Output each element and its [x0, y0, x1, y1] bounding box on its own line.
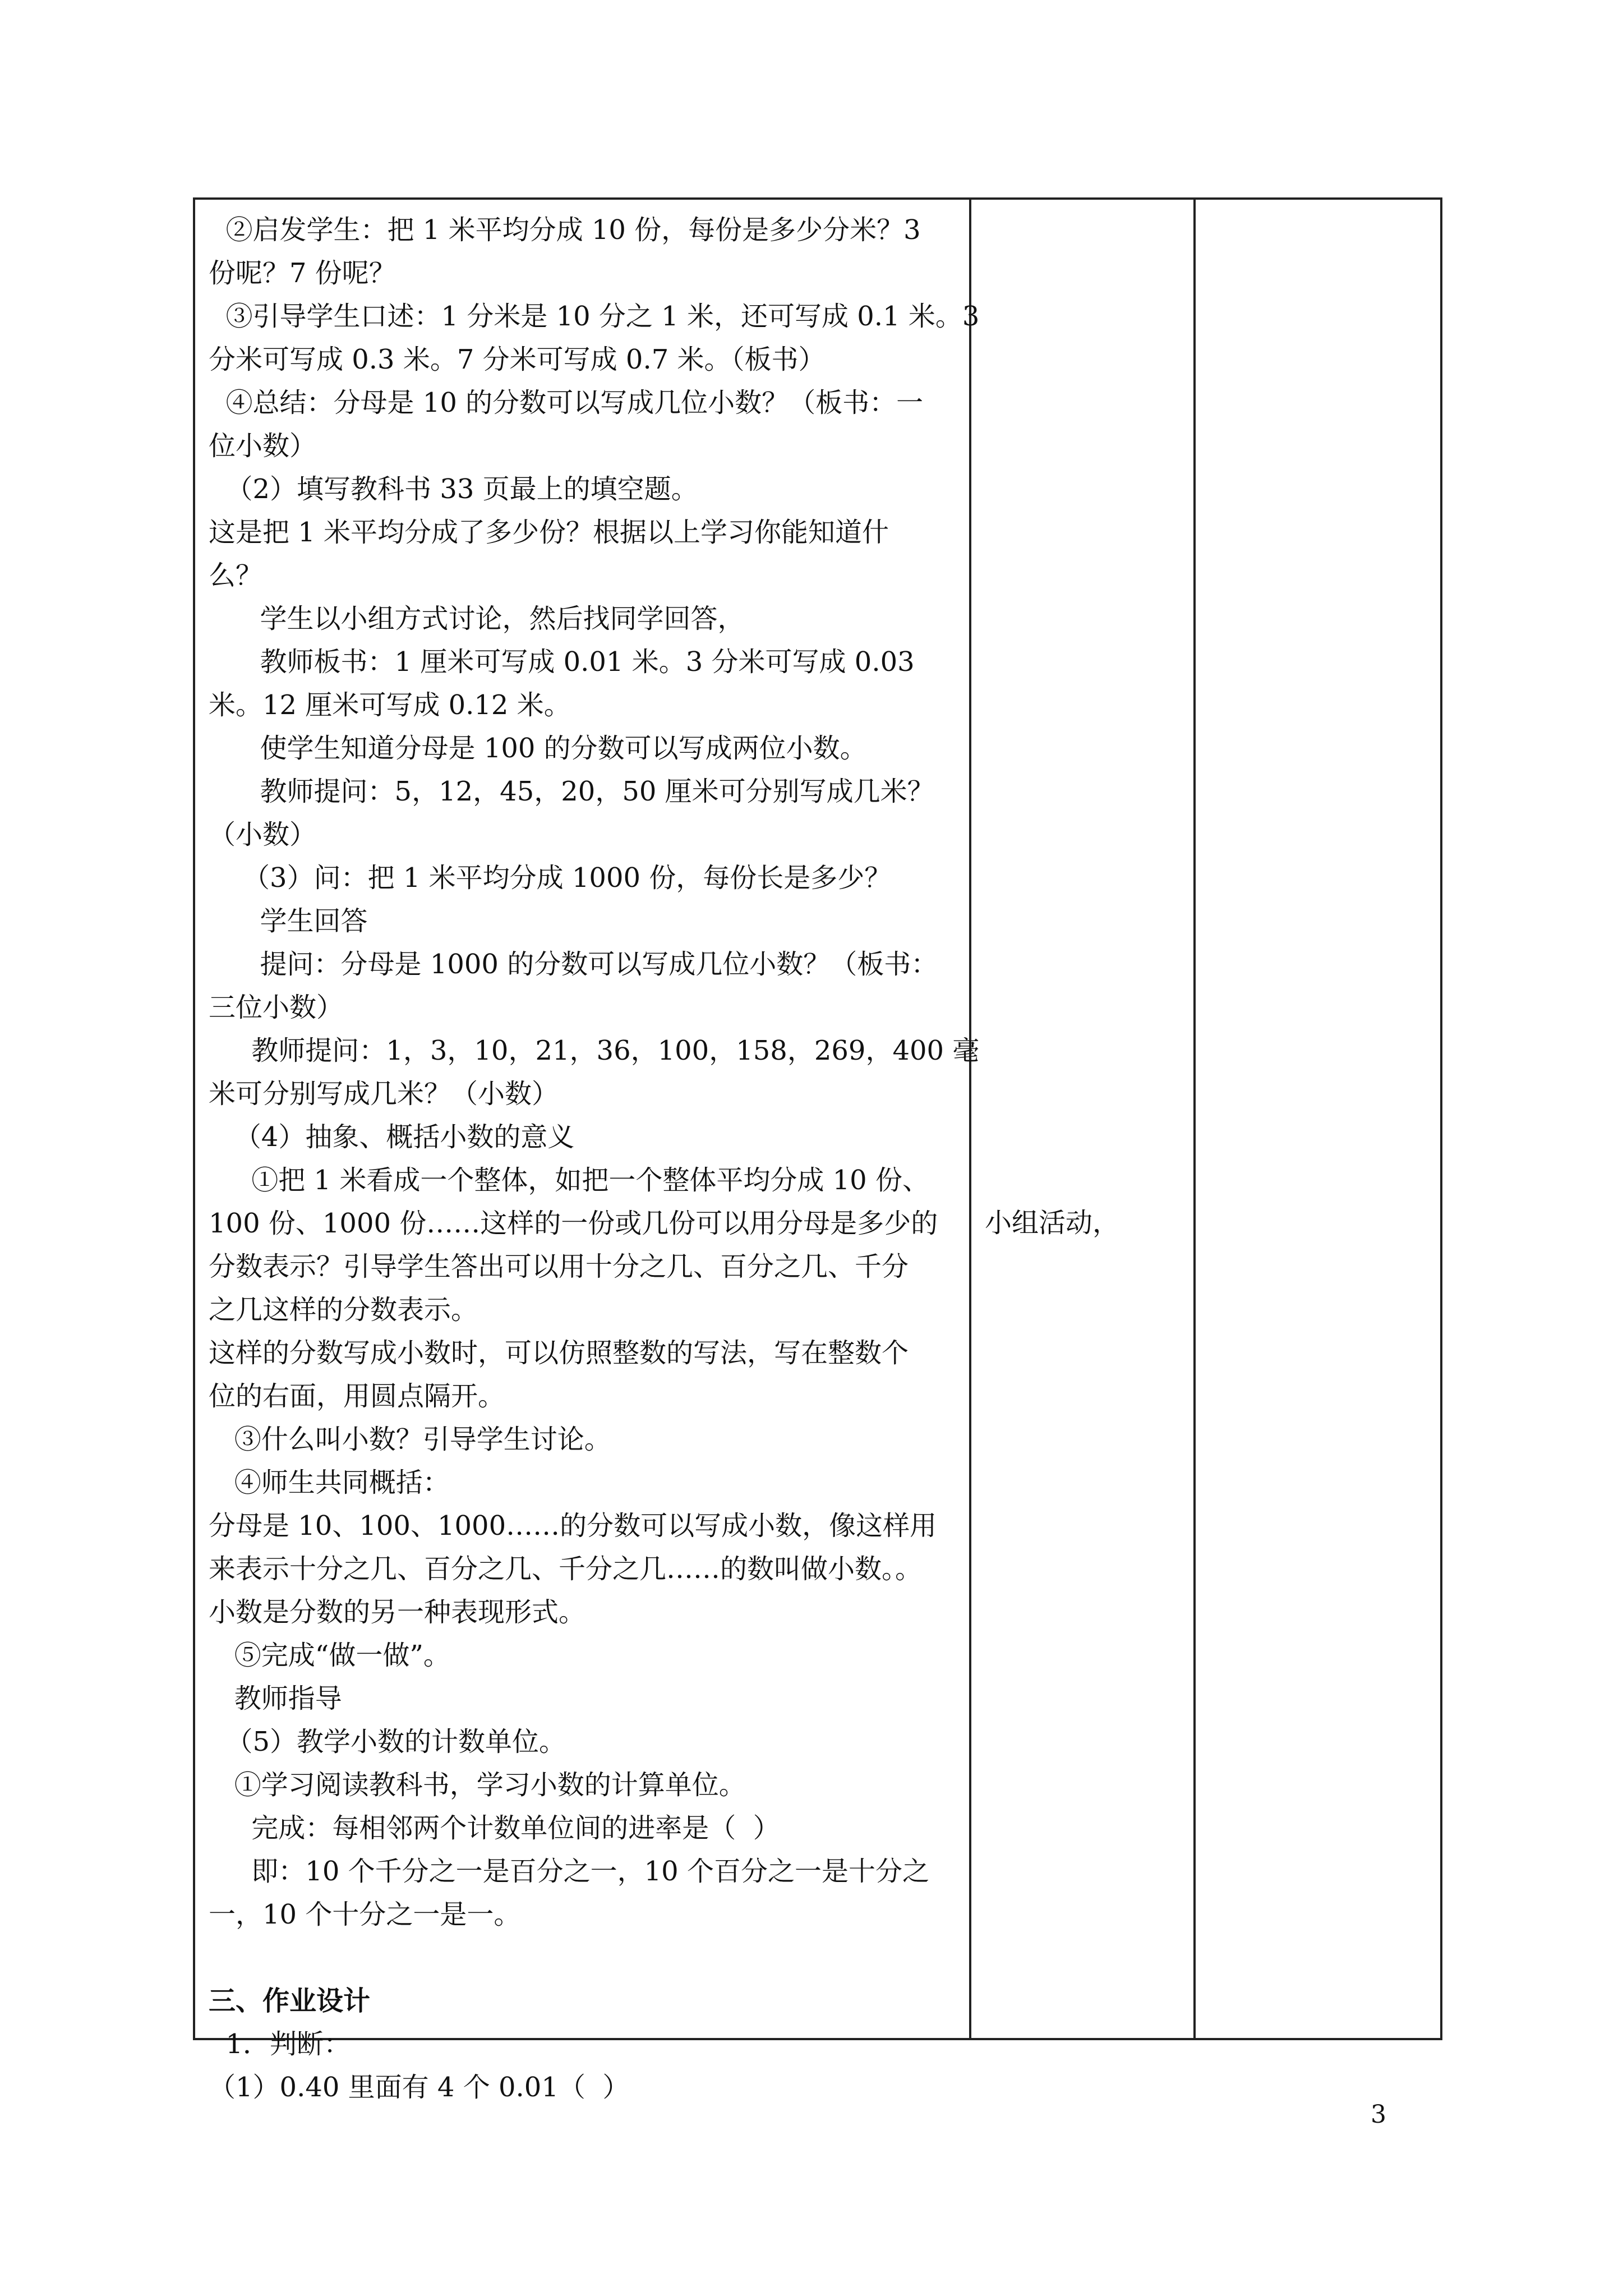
lesson-line: 教师提问：5，12，45，20，50 厘米可分别写成几米？: [209, 776, 934, 807]
lesson-line: （4）抽象、概括小数的意义: [209, 1121, 575, 1153]
lesson-line: 使学生知道分母是 100 的分数可以写成两位小数。: [209, 733, 867, 764]
lesson-line: 小数是分数的另一种表现形式。: [209, 1596, 586, 1628]
lesson-line: 来表示十分之几、百分之几、千分之几……的数叫做小数。。: [209, 1553, 923, 1585]
lesson-line: ③什么叫小数？引导学生讨论。: [209, 1424, 611, 1455]
lesson-line: ①把 1 米看成一个整体，如把一个整体平均分成 10 份、: [209, 1165, 929, 1196]
lesson-line: 即：10 个千分之一是百分之一，10 个百分之一是十分之: [209, 1856, 929, 1887]
lesson-line: 之几这样的分数表示。: [209, 1294, 478, 1326]
lesson-line: （2）填写教科书 33 页最上的填空题。: [209, 473, 698, 505]
lesson-line: （5）教学小数的计数单位。: [209, 1726, 566, 1757]
lesson-line: 三位小数）: [209, 992, 344, 1023]
lesson-line: 分母是 10、100、1000……的分数可以写成小数，像这样用: [209, 1510, 937, 1542]
lesson-table: [193, 197, 1442, 2103]
lesson-line: （3）问：把 1 米平均分成 1000 份，每份长是多少？: [209, 862, 892, 894]
lesson-line: 米可分别写成几米？（小数）: [209, 1078, 559, 1110]
lesson-line: 学生以小组方式讨论，然后找同学回答，: [209, 603, 745, 634]
lesson-line: （1）0.40 里面有 4 个 0.01（ ）: [209, 2072, 630, 2103]
lesson-line: 位小数）: [209, 430, 317, 462]
lesson-line: ③引导学生口述：1 分米是 10 分之 1 米，还可写成 0.1 米。3: [209, 301, 980, 332]
lesson-line: 分数表示？引导学生答出可以用十分之几、百分之几、千分: [209, 1251, 909, 1282]
column-divider: [969, 200, 971, 2038]
lesson-line: 学生回答: [209, 905, 368, 937]
lesson-line: ②启发学生：把 1 米平均分成 10 份，每份是多少分米？3: [209, 214, 921, 246]
lesson-line: 米。12 厘米可写成 0.12 米。: [209, 689, 571, 721]
lesson-line: 么？: [209, 560, 263, 591]
lesson-content-column: [209, 209, 980, 2109]
lesson-line: 提问：分母是 1000 的分数可以写成几位小数？（板书：: [209, 949, 938, 980]
lesson-line: 位的右面，用圆点隔开。: [209, 1381, 505, 1412]
lesson-line: [209, 1936, 958, 1980]
lesson-line: 这样的分数写成小数时，可以仿照整数的写法，写在整数个: [209, 1337, 909, 1369]
lesson-line: 这是把 1 米平均分成了多少份？根据以上学习你能知道什: [209, 517, 889, 548]
column-divider: [1193, 200, 1196, 2038]
lesson-line: 一，10 个十分之一是一。: [209, 1899, 521, 1930]
lesson-line: （小数）: [209, 819, 317, 850]
lesson-line: 教师板书：1 厘米可写成 0.01 米。3 分米可写成 0.03: [209, 646, 915, 678]
lesson-line: 100 份、1000 份……这样的一份或几份可以用分母是多少的: [209, 1208, 938, 1239]
lesson-line: 份呢？7 份呢？: [209, 257, 396, 289]
student-activity-note: 小组活动，: [985, 1207, 1120, 1239]
lesson-line: 完成：每相邻两个计数单位间的进率是（ ）: [209, 1812, 780, 1844]
lesson-line: ④师生共同概括：: [209, 1467, 450, 1498]
lesson-line: ④总结：分母是 10 的分数可以写成几位小数？（板书：一: [209, 387, 924, 418]
lesson-line: 1．判断：: [209, 2028, 351, 2060]
section-heading: 三、作业设计: [209, 1985, 371, 2017]
lesson-line: 分米可写成 0.3 米。7 分米可写成 0.7 米。（板书）: [209, 344, 826, 375]
lesson-line: ①学习阅读教科书，学习小数的计算单位。: [209, 1769, 746, 1801]
lesson-line: 教师指导: [209, 1683, 342, 1714]
lesson-line: 教师提问：1，3，10，21，36，100，158，269，400 毫: [209, 1035, 980, 1066]
page-number: 3: [1371, 2100, 1386, 2129]
lesson-line: ⑤完成“做一做”。: [209, 1640, 450, 1671]
